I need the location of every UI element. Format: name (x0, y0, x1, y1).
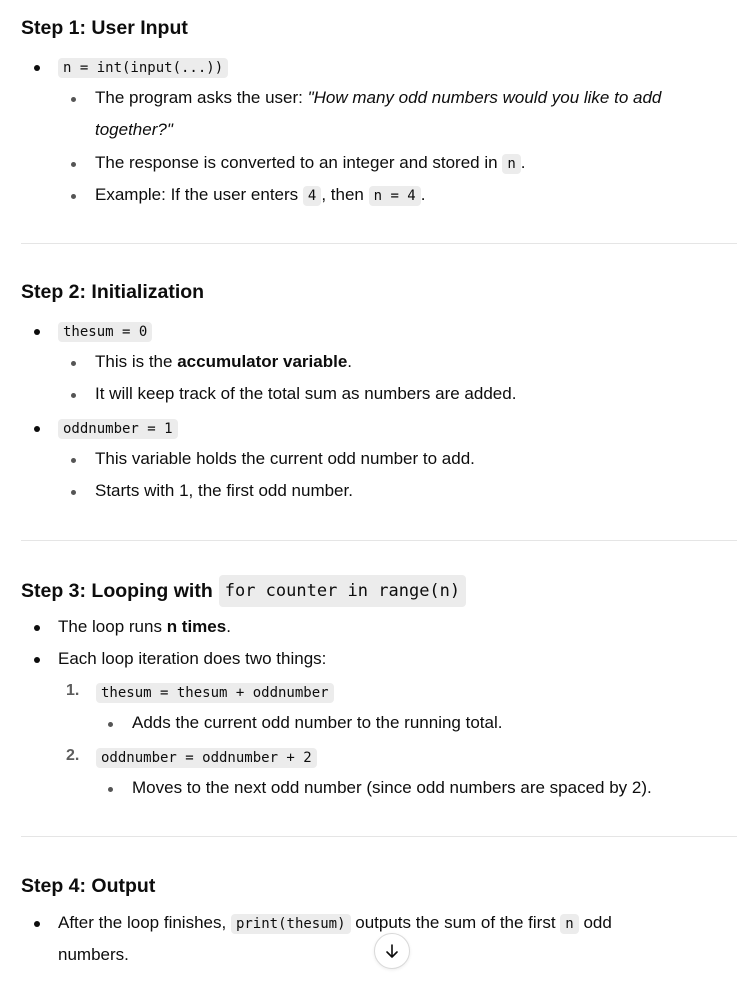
bullet (34, 657, 40, 663)
list-number: 2. (66, 747, 80, 764)
list-item (132, 707, 502, 739)
bullet (34, 426, 40, 432)
code-inline: thesum = 0 (58, 322, 152, 342)
text: Example: If the user enters (95, 185, 303, 204)
list-number: 1. (66, 682, 80, 699)
bullet (71, 361, 76, 366)
text: , then (321, 185, 369, 204)
list-item-continuation (95, 114, 173, 146)
code-inline: oddnumber = 1 (58, 419, 178, 439)
list-item (95, 378, 516, 410)
list-item (58, 907, 612, 940)
code-inline: print(thesum) (231, 914, 351, 934)
bullet (34, 625, 40, 631)
list-item (96, 741, 317, 774)
bold-text: accumulator variable (177, 352, 348, 371)
bullet (71, 162, 76, 167)
text: Starts with 1, the first odd number. (95, 481, 353, 500)
list-item (58, 51, 228, 84)
code-inline: n = int(input(...)) (58, 58, 228, 78)
text: . (520, 153, 526, 172)
bullet (34, 329, 40, 335)
bullet (71, 490, 76, 495)
list-item (95, 147, 525, 180)
scroll-down-button[interactable] (374, 933, 410, 969)
bullet (71, 97, 76, 102)
list-item (58, 315, 152, 348)
bold-text: n times (166, 617, 227, 636)
bullet (71, 393, 76, 398)
code-inline: n (560, 914, 578, 934)
step4-heading: Step 4: Output (21, 875, 156, 897)
quote-text: "How many odd numbers would you like to add (307, 88, 662, 107)
text: outputs the sum of the first (350, 913, 561, 932)
list-item (95, 346, 352, 378)
code-inline: n (502, 154, 520, 174)
bullet (71, 458, 76, 463)
list-item (96, 676, 334, 709)
list-item (95, 179, 425, 212)
text: Moves to the next odd number (since odd numbers are spaced by 2). (132, 778, 652, 797)
bullet (71, 194, 76, 199)
text: The loop runs (58, 617, 167, 636)
list-item (95, 443, 475, 475)
code-inline: n = 4 (369, 186, 421, 206)
text: Each loop iteration does two things: (58, 649, 327, 668)
list-item-continuation (58, 939, 129, 971)
list-item (95, 82, 661, 114)
text: Adds the current odd number to the running total. (132, 713, 503, 732)
list-item (95, 475, 353, 507)
text: . (226, 617, 231, 636)
code-inline: for counter in range(n) (219, 575, 466, 607)
text: This is the (95, 352, 178, 371)
divider (21, 836, 737, 837)
text: . (347, 352, 353, 371)
text: The program asks the user: (95, 88, 308, 107)
list-item (58, 611, 231, 643)
text: After the loop finishes, (58, 913, 231, 932)
heading-text: Step 3: Looping with (21, 580, 213, 602)
step2-heading: Step 2: Initialization (21, 281, 205, 303)
divider (21, 540, 737, 541)
text: It will keep track of the total sum as numbers are added. (95, 384, 517, 403)
text: odd (578, 913, 612, 932)
step1-heading: Step 1: User Input (21, 17, 188, 39)
bullet (108, 787, 113, 792)
text: . (420, 185, 426, 204)
bullet (34, 65, 40, 71)
text: numbers. (58, 945, 129, 964)
code-inline: 4 (303, 186, 321, 206)
bullet (108, 722, 113, 727)
list-item (132, 772, 652, 804)
text: The response is converted to an integer and stored in (95, 153, 503, 172)
list-item (58, 412, 178, 445)
step3-heading (21, 575, 466, 607)
quote-text: together?" (95, 120, 173, 139)
arrow-down-icon (383, 942, 401, 960)
code-inline: thesum = thesum + oddnumber (96, 683, 334, 703)
bullet (34, 921, 40, 927)
list-item (58, 643, 326, 675)
divider (21, 243, 737, 244)
text: This variable holds the current odd number to add. (95, 449, 475, 468)
code-inline: oddnumber = oddnumber + 2 (96, 748, 317, 768)
